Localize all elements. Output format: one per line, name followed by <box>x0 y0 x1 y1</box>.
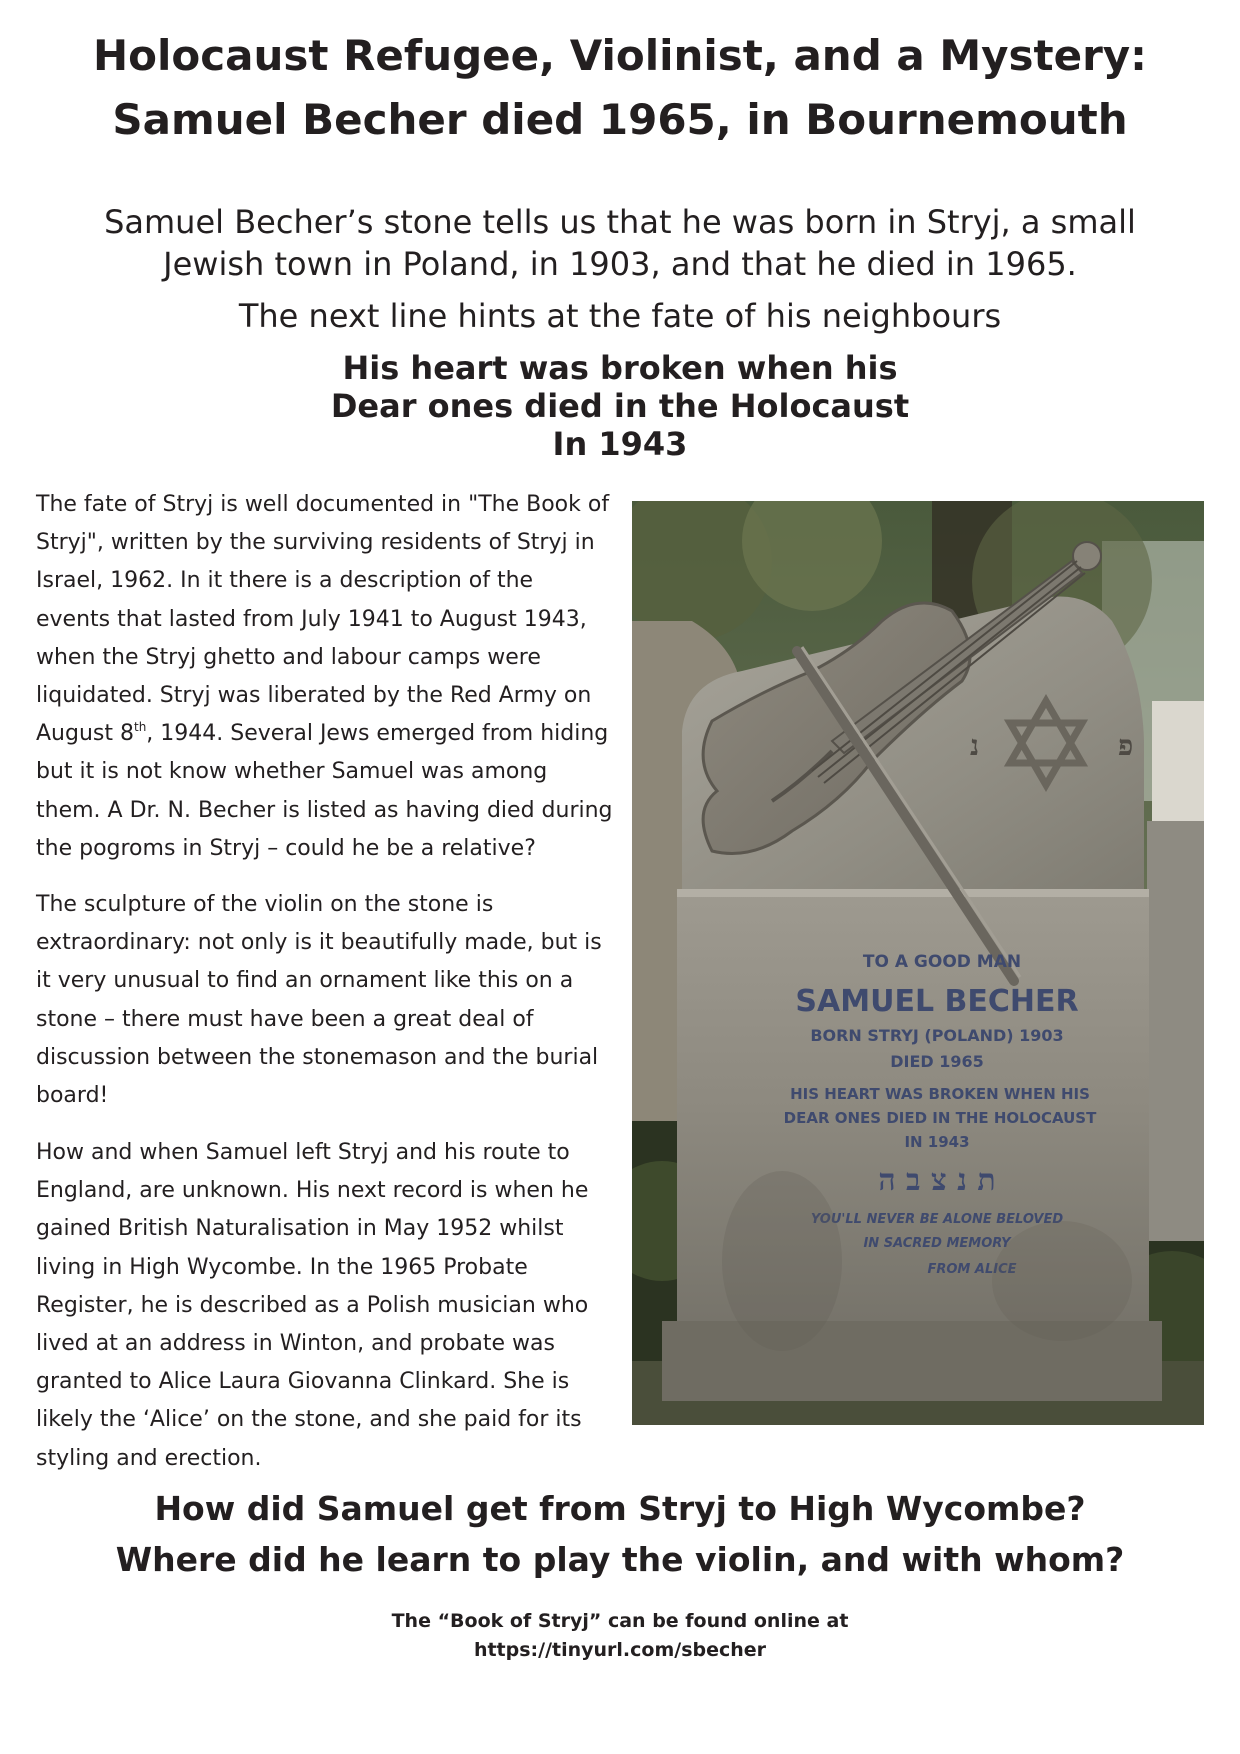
text-line: Stryj", written by the surviving residents of Stryj in <box>36 530 595 556</box>
source-link[interactable]: https://tinyurl.com/sbecher <box>473 1639 767 1661</box>
epitaph-quote <box>0 349 1240 463</box>
closing-questions <box>0 1483 1240 1585</box>
intro-line-1: Samuel Becher’s stone tells us that he was born in Stryj, a small <box>104 203 1136 241</box>
paragraph-violin-sculpture <box>36 886 626 1115</box>
intro-text <box>0 201 1240 285</box>
question-line-1: How did Samuel get from Stryj to High Wycombe? <box>154 1489 1086 1528</box>
gravestone-photo <box>632 501 1204 1425</box>
inscription-line: FROM ALICE <box>927 1262 1017 1277</box>
title-line-2: Samuel Becher died 1965, in Bournemouth <box>112 95 1128 144</box>
text-line: extraordinary: not only is it beautifully made, but is <box>36 930 602 956</box>
text-line: them. A Dr. N. Becher is listed as having died during <box>36 797 613 823</box>
inscription-line: BORN STRYJ (POLAND) 1903 <box>810 1026 1064 1045</box>
source-footnote <box>0 1607 1240 1665</box>
text-line: The sculpture of the violin on the stone is <box>36 892 494 917</box>
hebrew-inscription: ת נ צ ב ה <box>878 1163 996 1198</box>
text-line: gained British Naturalisation in May 1952 whilst <box>36 1216 564 1242</box>
text-line: discussion between the stonemason and the burial <box>36 1044 599 1070</box>
text-line: it very unusual to find an ornament like this on a <box>36 968 574 994</box>
inscription-line: DIED 1965 <box>890 1052 984 1071</box>
text-line: liquidated. Stryj was liberated by the Red Army on <box>36 683 592 709</box>
question-line-2: Where did he learn to play the violin, and with whom? <box>115 1540 1125 1579</box>
intro-hint <box>0 295 1240 337</box>
text-line: styling and erection. <box>36 1445 262 1471</box>
text-line: granted to Alice Laura Giovanna Clinkard. She is <box>36 1369 570 1395</box>
epitaph-line-2: Dear ones died in the Holocaust <box>330 387 910 425</box>
text-line: Register, he is described as a Polish musician who <box>36 1292 589 1318</box>
inscription-line: DEAR ONES DIED IN THE HOLOCAUST <box>783 1109 1097 1127</box>
inscription-line: HIS HEART WAS BROKEN WHEN HIS <box>790 1085 1090 1103</box>
text-line <box>36 715 626 753</box>
text-line: the pogroms in Stryj – could he be a relative? <box>36 835 536 861</box>
text-line: Israel, 1962. In it there is a description of the <box>36 568 534 594</box>
text-line: when the Stryj ghetto and labour camps were <box>36 644 541 670</box>
intro-line-3: The next line hints at the fate of his neighbours <box>238 297 1002 335</box>
page-title <box>0 24 1240 152</box>
gravestone-illustration <box>632 501 1204 1425</box>
text-line: stone – there must have been a great deal of <box>36 1006 534 1032</box>
intro-line-2: Jewish town in Poland, in 1903, and that he died in 1965. <box>163 245 1077 283</box>
text-line: but it is not know whether Samuel was among <box>36 759 548 785</box>
epitaph-line-1: His heart was broken when his <box>342 349 898 387</box>
hebrew-letter: נ <box>970 729 980 762</box>
text-line: The fate of Stryj is well documented in "The Book of <box>36 492 610 517</box>
text-line: events that lasted from July 1941 to August 1943, <box>36 606 587 632</box>
hebrew-letter: פ <box>1118 729 1134 762</box>
paragraph-stryj-history <box>36 486 626 868</box>
inscription-line: YOU'LL NEVER BE ALONE BELOVED <box>810 1212 1064 1227</box>
ordinal-superscript: th <box>133 720 147 735</box>
text-line: living in High Wycombe. In the 1965 Probate <box>36 1254 528 1280</box>
text-segment: August 8 <box>36 721 134 747</box>
inscription-line: IN SACRED MEMORY <box>863 1236 1011 1251</box>
text-line: England, are unknown. His next record is when he <box>36 1178 589 1204</box>
text-line: lived at an address in Winton, and probate was <box>36 1331 555 1357</box>
text-line: How and when Samuel left Stryj and his route to <box>36 1140 570 1165</box>
inscription-name: SAMUEL BECHER <box>795 984 1079 1019</box>
epitaph-line-3: In 1943 <box>552 425 688 463</box>
footnote-line: The “Book of Stryj” can be found online at <box>391 1610 849 1632</box>
title-line-1: Holocaust Refugee, Violinist, and a Mystery: <box>93 31 1147 80</box>
paragraph-route-to-england <box>36 1134 626 1478</box>
text-segment: , 1944. Several Jews emerged from hiding <box>146 721 609 747</box>
inscription-line: IN 1943 <box>904 1133 970 1151</box>
inscription-line: TO A GOOD MAN <box>862 952 1022 972</box>
text-line: likely the ‘Alice’ on the stone, and she paid for its <box>36 1407 582 1433</box>
text-line: board! <box>36 1083 109 1109</box>
